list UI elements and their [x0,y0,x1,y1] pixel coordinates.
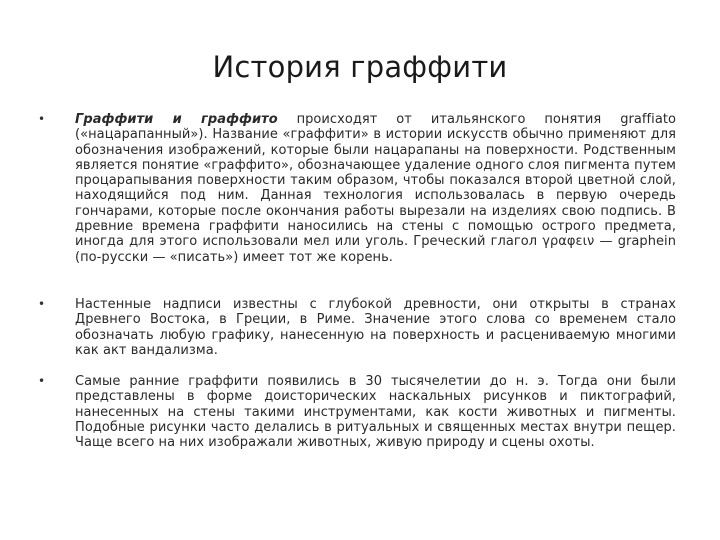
slide-title: История граффити [212,50,508,84]
list-item-body: происходят от итальянского понятия graffiato («нацарапанный»). Название «граффити» в истории искусств обычно применяют для обозначения изображений, которые были нацарапаны на поверхности. Родственным является понятие «граффито», обозначающее удаление одного слоя пигмента путем процарапывания поверхности таким образом, чтобы показался второй цветной слой, находящийся под ним. Данная технология использовалась в первую очередь гончарами, которые после окончания работы вырезали на изделиях свою подпись. В древние времена граффити наносились на стены с помощью острого предмета, иногда для этого использовали мел или уголь. Греческий глагол γραφειν — graphein (по-русски — «писать») имеет тот же корень. [75,112,676,265]
list-item-text: Настенные надписи известны с глубокой древности, они открыты в странах Древнего Востока, в Греции, в Риме. Значение этого слова со временем стало обозначать любую графику, нанесенную на поверхность и расцениваемую многими как акт вандализма. [75,297,676,358]
list-item-lead: Граффити и граффито [75,112,278,127]
bullet-marker: • [38,112,46,126]
list-item-text: Самые ранние граффити появились в 30 тысячелетии до н. э. Тогда они были представлены в форме доисторических наскальных рисунков и пиктографий, нанесенных на стены такими инструментами, как кости животных и пигменты. Подобные рисунки часто делались в ритуальных и священных местах внутри пещер. Чаще всего на них изображали животных, живую природу и сцены охоты. [75,374,676,451]
list-item-text [75,112,676,265]
bullet-marker: • [38,374,46,388]
bullet-marker: • [38,297,46,311]
